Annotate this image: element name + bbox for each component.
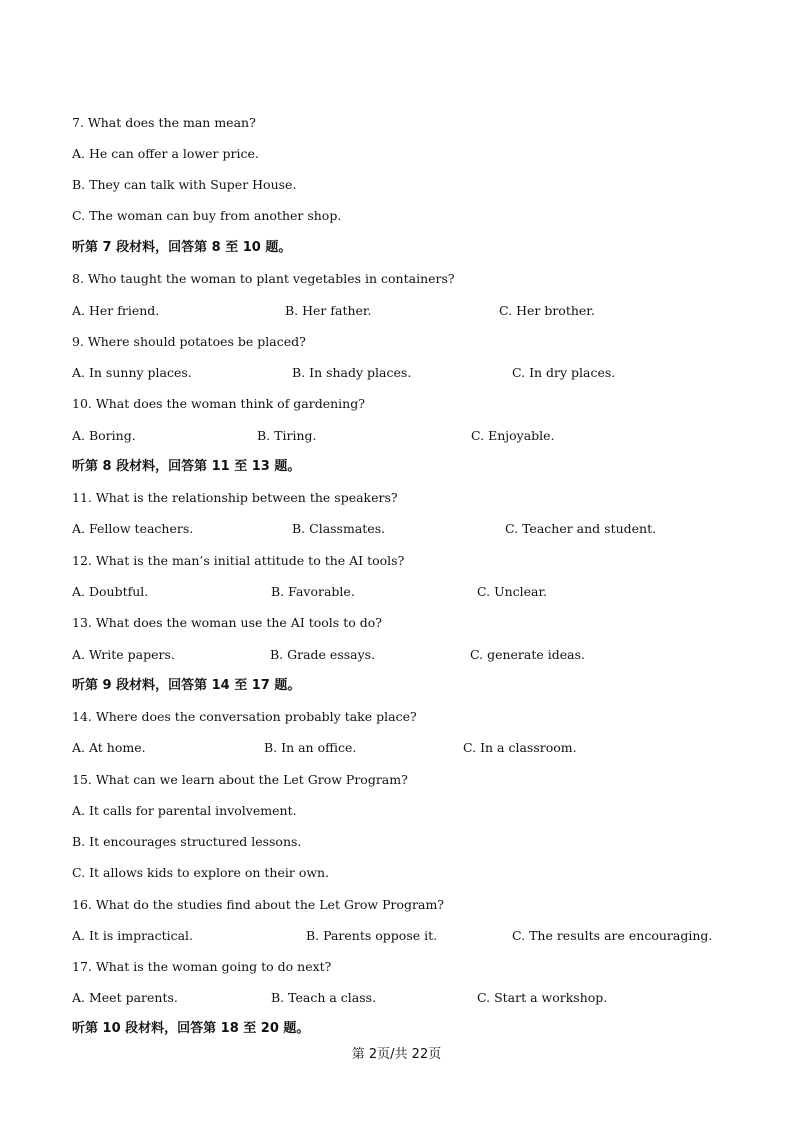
q10-option-b: B. Tiring. (257, 428, 317, 443)
page-footer: 第 2页/共 22页 (351, 1047, 442, 1062)
q16-option-a: A. It is impractical. (72, 928, 194, 943)
q7-option-a: A. He can offer a lower price. (72, 146, 259, 161)
question-13: 13. What does the woman use the AI tools to do? (72, 615, 382, 630)
section-heading-7: 听第 7 段材料，回答第 8 至 10 题。 (72, 240, 292, 255)
question-12: 12. What is the man’s initial attitude to the AI tools? (72, 553, 405, 568)
q15-option-c: C. It allows kids to explore on their own. (72, 865, 330, 880)
q17-option-a: A. Meet parents. (72, 990, 178, 1005)
q13-option-c: C. generate ideas. (470, 647, 585, 662)
q17-option-b: B. Teach a class. (271, 990, 377, 1005)
q14-option-a: A. At home. (72, 740, 146, 755)
q11-option-b: B. Classmates. (292, 521, 386, 536)
question-8: 8. Who taught the woman to plant vegetables in containers? (72, 271, 455, 286)
q13-option-a: A. Write papers. (72, 647, 175, 662)
q11-option-a: A. Fellow teachers. (72, 521, 194, 536)
question-15: 15. What can we learn about the Let Grow Program? (72, 772, 408, 787)
q8-option-b: B. Her father. (285, 303, 372, 318)
q10-option-c: C. Enjoyable. (471, 428, 555, 443)
section-heading-8: 听第 8 段材料，回答第 11 至 13 题。 (72, 459, 301, 474)
q11-option-c: C. Teacher and student. (505, 521, 657, 536)
question-10: 10. What does the woman think of gardening? (72, 396, 365, 411)
q12-option-a: A. Doubtful. (72, 584, 149, 599)
question-9: 9. Where should potatoes be placed? (72, 334, 306, 349)
q15-option-a: A. It calls for parental involvement. (72, 803, 297, 818)
q9-option-c: C. In dry places. (512, 365, 616, 380)
q13-option-b: B. Grade essays. (270, 647, 376, 662)
q9-option-b: B. In shady places. (292, 365, 412, 380)
q16-option-b: B. Parents oppose it. (306, 928, 438, 943)
q12-option-c: C. Unclear. (477, 584, 548, 599)
section-heading-9: 听第 9 段材料，回答第 14 至 17 题。 (72, 678, 301, 693)
question-14: 14. Where does the conversation probably take place? (72, 709, 417, 724)
q14-option-c: C. In a classroom. (463, 740, 577, 755)
q7-option-c: C. The woman can buy from another shop. (72, 208, 342, 223)
q17-option-c: C. Start a workshop. (477, 990, 608, 1005)
question-17: 17. What is the woman going to do next? (72, 959, 332, 974)
q12-option-b: B. Favorable. (271, 584, 355, 599)
q16-option-c: C. The results are encouraging. (512, 928, 713, 943)
q14-option-b: B. In an office. (264, 740, 357, 755)
q8-option-a: A. Her friend. (72, 303, 160, 318)
q15-option-b: B. It encourages structured lessons. (72, 834, 302, 849)
q8-option-c: C. Her brother. (499, 303, 595, 318)
section-heading-10: 听第 10 段材料，回答第 18 至 20 题。 (72, 1021, 310, 1036)
question-11: 11. What is the relationship between the speakers? (72, 490, 398, 505)
q10-option-a: A. Boring. (72, 428, 136, 443)
question-7: 7. What does the man mean? (72, 115, 256, 130)
q9-option-a: A. In sunny places. (72, 365, 192, 380)
q7-option-b: B. They can talk with Super House. (72, 177, 297, 192)
question-16: 16. What do the studies find about the Let Grow Program? (72, 897, 445, 912)
